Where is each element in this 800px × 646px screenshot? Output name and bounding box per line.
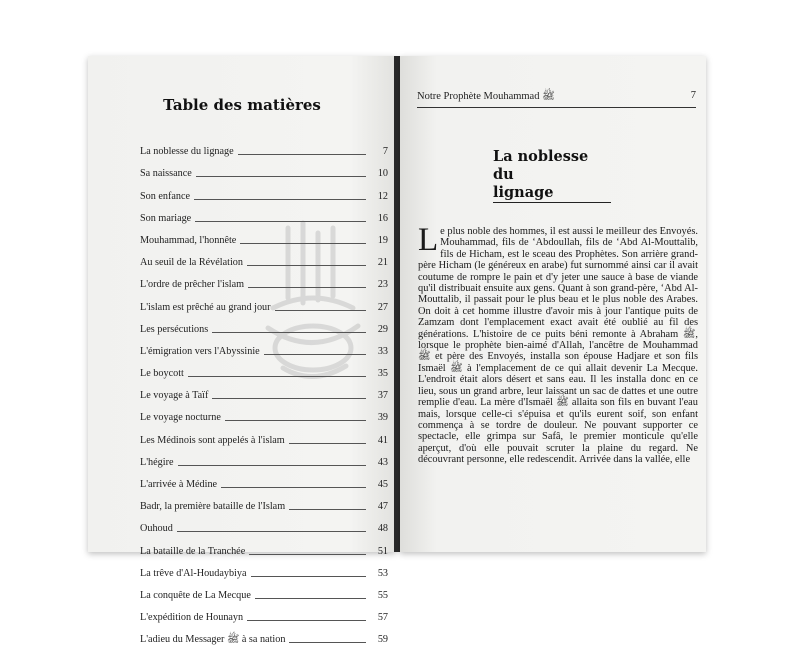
toc-entry — [140, 358, 388, 380]
toc-entry-label: La noblesse du lignage — [140, 146, 234, 158]
toc-entry — [140, 180, 388, 202]
left-page — [88, 56, 396, 646]
toc-entry-label: Sa naissance — [140, 168, 192, 180]
toc-entry-label: L'émigration vers l'Abyssinie — [140, 345, 260, 357]
toc-entry-page: 59 — [377, 634, 388, 646]
toc-entry-label: Le boycott — [140, 368, 184, 380]
toc-leader-line — [195, 221, 366, 222]
toc-entry-page: 48 — [377, 523, 388, 535]
toc-entry-page: 12 — [377, 190, 388, 202]
toc-entry-label: Les Médinois sont appelés à l'islam — [140, 434, 285, 446]
toc-entry-page: 21 — [377, 257, 388, 269]
toc-entry-page: 27 — [377, 301, 388, 313]
toc-leader-line — [251, 576, 366, 577]
body-paragraph: e plus noble des hommes, il est aussi le meilleur des Envoyés. Mouhammad, fils de ‘Abdoullah, fils de ‘Abd Al-Mouttalib, fils de Hicham, est le sceau des Prophètes. Son arrière grand-père Hicham (le généreux en arabe) fut surnommé ainsi car il avait coutume de rompre le pain et d'y jeter une sauce à base de viande qu'il distribuait ensuite aux gens. Quant à son grand-père, ‘Abd Al-Mouttalib, il passait pour le plus beau et le plus noble des Arabes. On doit à cet homme illustre d'avoir mis à jour l'antique puits de Zamzam dont l'emplacement exact avait été oublié au fil des générations. L'histoire de ce puits béni remonte à Abraham ﷺ, lorsque le prophète bien-aimé d'Allah, l'ancêtre de Mouhammad ﷺ et père des Envoyés, installa son épouse Hadjare et son fils Ismaël ﷺ à l'emplacement de ce qui allait devenir La Mecque. L'endroit était alors désert et sans eau. Il les installa donc en ce lieu, sous un grand arbre, leur laissant un sac de dattes et une outre remplie d'eau. La mère d'Ismaël ﷺ allaita son fils en buvant l'eau mais, lorsque celle-ci s'épuisa et qu'ils eurent soif, son enfant commença à se tordre de douleur. Ne pouvant supporter ce spectacle, elle grimpa sur Safâ, le premier monticule qu'elle aperçut, d'où elle pouvait scruter la plaine du regard. Ne découvrant personne, elle redescendit. Arrivée dans la vallée, elle — [418, 226, 698, 466]
toc-leader-line — [247, 265, 366, 266]
toc-entry-page: 7 — [382, 146, 388, 158]
toc-entry — [140, 314, 388, 336]
chapter-title — [493, 148, 613, 203]
chapter-title-line2: lignage — [493, 184, 611, 203]
toc-leader-line — [275, 310, 366, 311]
toc-entry — [140, 513, 388, 535]
toc-entry-page: 19 — [377, 234, 388, 246]
toc-leader-line — [289, 443, 366, 444]
toc-leader-line — [178, 465, 366, 466]
toc-entry-label: Au seuil de la Révélation — [140, 257, 243, 269]
toc-leader-line — [196, 176, 366, 177]
toc-entry-label: Mouhammad, l'honnête — [140, 234, 237, 246]
toc-leader-line — [194, 199, 366, 200]
toc-entry-page: 39 — [377, 412, 388, 424]
toc-entry-label: L'expédition de Hounayn — [140, 612, 244, 624]
toc-entry — [140, 336, 388, 358]
toc-leader-line — [289, 509, 366, 510]
toc-entry-page: 45 — [377, 479, 388, 490]
toc-entry-page: 10 — [377, 168, 388, 180]
toc-entry-page: 33 — [377, 345, 388, 357]
toc-entry-label: Son mariage — [140, 212, 192, 224]
toc-entry-label: L'hégire — [140, 456, 174, 468]
toc-entry-page: 37 — [377, 390, 388, 402]
toc-entry-label: L'arrivée à Médine — [140, 479, 218, 490]
toc-entry-label: La bataille de la Tranchée — [140, 545, 246, 557]
chapter-body — [418, 222, 698, 466]
toc-entry-label: Badr, la première bataille de l'Islam — [140, 501, 286, 513]
toc-entry — [140, 624, 388, 646]
running-head-title: Notre Prophète Mouhammad ﷺ — [417, 91, 555, 102]
toc-entry-label: Son enfance — [140, 190, 191, 202]
toc-entry — [140, 424, 388, 446]
toc-entry-label: Les persécutions — [140, 323, 209, 335]
chapter-title-line1: La noblesse du — [493, 148, 589, 183]
toc-entry — [140, 535, 388, 557]
toc-leader-line — [248, 287, 366, 288]
page-number: 7 — [690, 90, 696, 101]
toc-entry — [140, 158, 388, 180]
toc-entry-page: 51 — [377, 545, 388, 557]
toc-leader-line — [289, 642, 366, 643]
toc-entry — [140, 558, 388, 580]
toc-entry-label: Le voyage à Taïf — [140, 390, 209, 402]
toc-entry — [140, 469, 388, 491]
toc-entry-page: 16 — [377, 212, 388, 224]
toc-entry — [140, 136, 388, 158]
toc-leader-line — [177, 531, 366, 532]
toc-entry-page: 41 — [377, 434, 388, 446]
toc-entry-page: 57 — [377, 612, 388, 624]
toc-entry — [140, 491, 388, 513]
toc-entry-label: L'adieu du Messager ﷺ à sa nation — [140, 634, 286, 646]
right-page — [400, 56, 706, 552]
toc-entry-page: 23 — [377, 279, 388, 291]
toc-entry — [140, 580, 388, 602]
drop-cap: L — [418, 222, 439, 258]
toc-leader-line — [188, 376, 366, 377]
toc-entry-page: 43 — [377, 456, 388, 468]
toc-leader-line — [255, 598, 366, 599]
toc-entry-label: Le voyage nocturne — [140, 412, 221, 424]
toc-title: Table des matières — [163, 96, 321, 114]
toc-leader-line — [264, 354, 366, 355]
toc-leader-line — [249, 554, 366, 555]
toc-entry-page: 47 — [377, 501, 388, 513]
toc-entry-page: 29 — [377, 323, 388, 335]
toc-leader-line — [238, 154, 366, 155]
toc-leader-line — [240, 243, 366, 244]
toc-entry — [140, 402, 388, 424]
toc-entry-page: 53 — [377, 567, 388, 579]
toc-entry-label: La conquête de La Mecque — [140, 589, 251, 601]
toc-leader-line — [221, 487, 366, 488]
toc-entry-page: 35 — [377, 368, 388, 380]
table-of-contents — [140, 136, 388, 646]
running-head — [417, 90, 696, 108]
toc-entry — [140, 269, 388, 291]
toc-leader-line — [247, 620, 366, 621]
toc-entry — [140, 447, 388, 469]
toc-entry — [140, 247, 388, 269]
toc-entry-label: Ouhoud — [140, 523, 173, 535]
toc-entry-label: L'ordre de prêcher l'islam — [140, 279, 245, 291]
toc-entry — [140, 225, 388, 247]
toc-entry-page: 55 — [377, 589, 388, 601]
toc-entry — [140, 291, 388, 313]
toc-leader-line — [212, 332, 366, 333]
toc-entry — [140, 380, 388, 402]
toc-entry-label: L'islam est prêché au grand jour — [140, 301, 271, 313]
toc-entry-label: La trêve d'Al-Houdaybiya — [140, 567, 247, 579]
toc-entry — [140, 203, 388, 225]
toc-leader-line — [212, 398, 366, 399]
toc-leader-line — [225, 420, 366, 421]
open-book — [88, 56, 708, 646]
toc-entry — [140, 602, 388, 624]
